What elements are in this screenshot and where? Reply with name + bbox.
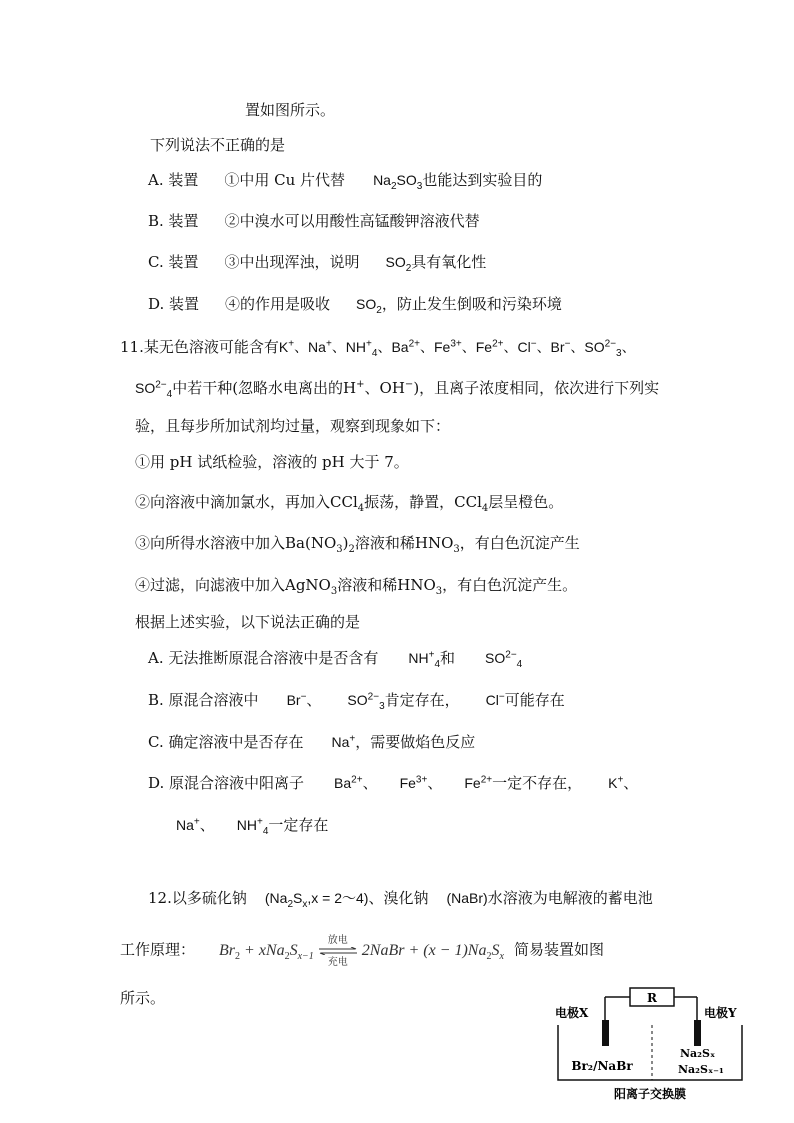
q10-intro-tail: 置如图所示。 [245,101,336,119]
battery-diagram [550,985,750,1105]
electrode-x [602,1020,609,1046]
q10-option-b[interactable]: B. 装置 ②中溴水可以用酸性高锰酸钾溶液代替 [148,212,480,230]
reversible-arrow: 放电 充电 [318,938,358,964]
q12-line-3: 所示。 [120,989,166,1007]
q10-option-a[interactable]: A. 装置 ①中用 Cu 片代替 $Na_2SO_3$也能达到实验目的 [148,171,543,192]
q11-option-d-continued: Na+、 $NH^+_4$一定存在 [176,816,329,837]
q11-step-2: ②向溶液中滴加氯水，再加入CCl$_4$振荡，静置，CCl$_4$层呈橙色。 [135,493,564,514]
q11-stem: 根据上述实验，以下说法正确的是 [135,613,361,631]
q11-option-c[interactable]: C. 确定溶液中是否存在 Na+，需要做焰色反应 [148,733,476,751]
q11-step-1: ①用 pH 试纸检验，溶液的 pH 大于 7。 [135,453,409,471]
q11-option-a[interactable]: A. 无法推断原混合溶液中是否含有 $NH^+_4$和 $SO^{2-}_4$ [148,649,523,670]
q10-stem: 下列说法不正确的是 [150,136,286,154]
q11-step-3: ③向所得水溶液中加入$Ba(NO_3)_2$溶液和稀$HNO_3$，有白色沉淀产生 [135,534,580,555]
right-solution-label-1: Na₂Sₓ [680,1047,716,1060]
q11-option-b[interactable]: B. 原混合溶液中 Br−、 $SO^{2-}_3$肯定存在， Cl−可能存在 [148,691,565,712]
q12-line-2: 工作原理： $Br_2 + xNa_2S_{x-1}$ 放电 充电 2NaBr + $(x - 1)Na_2S_x$ 简易装置如图 [120,935,604,968]
q11-step-4: ④过滤，向滤液中加入AgNO$_3$溶液和稀$HNO_3$，有白色沉淀产生。 [135,576,578,597]
q11-option-d[interactable]: D. 原混合溶液中阳离子 $Ba^{2+}$、 $Fe^{3+}$、 $Fe^{2+}$一定不存在， K+、 [148,774,639,792]
q10-option-d[interactable]: D. 装置 ④的作用是吸收 $SO_2$，防止发生倒吸和污染环境 [148,295,562,316]
electrode-y-label: 电极Y [704,1006,737,1020]
q10-option-c[interactable]: C. 装置 ③中出现浑浊，说明 $SO_2$具有氧化性 [148,253,487,274]
q11-line-1: 11.某无色溶液可能含有K+、Na+、$NH^+_4$、$Ba^{2+}$、$Fe^{3+}$、$Fe^{2+}$、Cl−、Br−、$SO^{2-}_3$、 [120,338,636,359]
q11-line-2: $SO^{2-}_4$中若干种(忽略水电离出的H+、OH−)，且离子浓度相同，依次进行下列实 [135,379,660,400]
electrode-x-label: 电极X [555,1006,589,1020]
membrane-label: 阳离子交换膜 [613,1087,687,1101]
q11-line-3: 验，且每步所加试剂均过量，观察到现象如下： [135,417,451,435]
battery-equation: $Br_2 + xNa_2S_{x-1}$ 放电 充电 2NaBr + $(x - 1)Na_2S_x$ [219,935,504,968]
right-solution-label-2: Na₂Sₓ₋₁ [678,1063,724,1076]
electrode-y [694,1020,701,1046]
q12-line-1: 12.以多硫化钠 ($Na_2S_x,x$ = 2～4)、溴化钠 (NaBr)水溶液为电解液的蓄电池 [148,889,653,910]
left-solution-label: Br₂/NaBr [571,1059,633,1073]
resistor-label: R [647,991,657,1005]
